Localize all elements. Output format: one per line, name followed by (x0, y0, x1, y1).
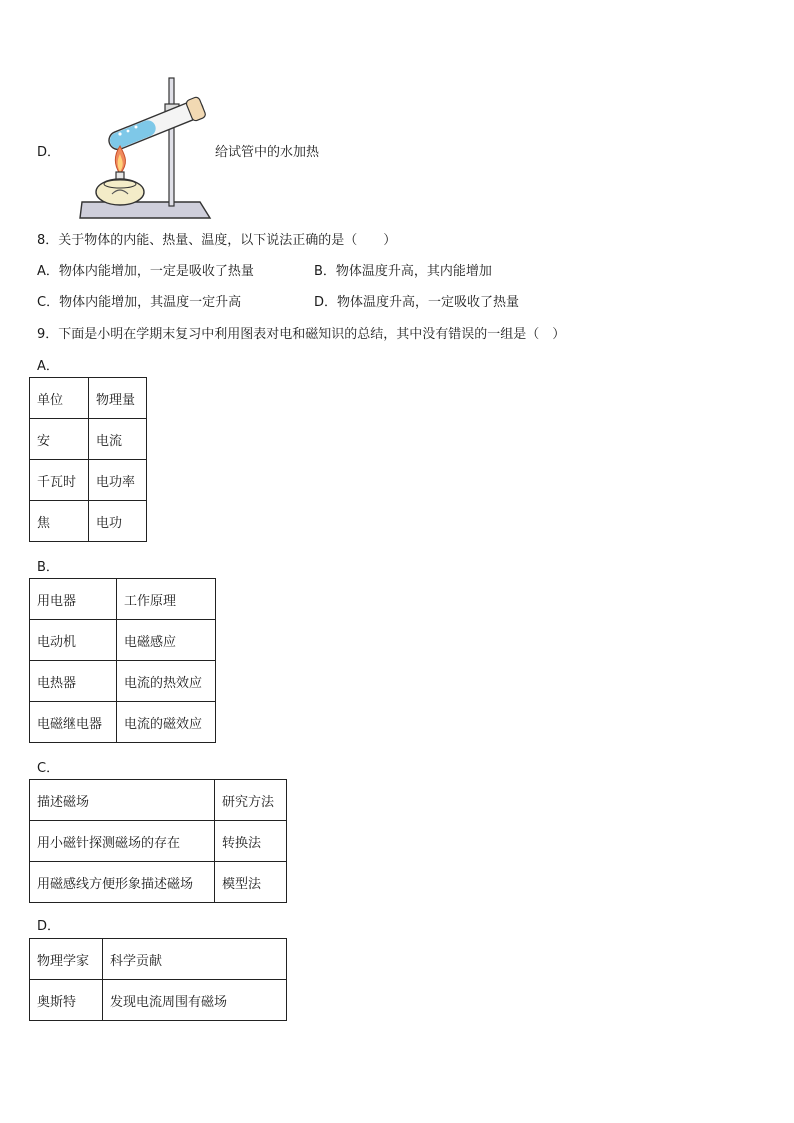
water (108, 118, 158, 151)
table-cell: 物理学家 (30, 939, 103, 980)
table-cell: 模型法 (215, 862, 287, 903)
table-row (30, 620, 216, 661)
table-row (30, 862, 287, 903)
table-row (30, 378, 147, 419)
table-row (30, 821, 287, 862)
table-cell: 工作原理 (117, 579, 216, 620)
table-cell: 焦 (30, 501, 89, 542)
q9-option-d-label: D． (37, 919, 61, 934)
table-cell: 电磁继电器 (30, 702, 117, 743)
table-cell: 电热器 (30, 661, 117, 702)
q9-stem: 9．下面是小明在学期末复习中利用图表对电和磁知识的总结，其中没有错误的一组是（ ） (37, 327, 566, 342)
table-cell: 用磁感线方便形象描述磁场 (30, 862, 215, 903)
q9-table-b (29, 578, 216, 743)
table-cell: 描述磁场 (30, 780, 215, 821)
q8-option-c: C．物体内能增加，其温度一定升高 (37, 295, 242, 310)
q8-stem: 8．关于物体的内能、热量、温度，以下说法正确的是（ ） (37, 233, 397, 248)
table-cell: 科学贡献 (103, 939, 287, 980)
table-row (30, 980, 287, 1021)
table-row (30, 661, 216, 702)
table-row (30, 702, 216, 743)
option-d-caption: 给试管中的水加热 (215, 145, 320, 160)
q9-option-a-label: A． (37, 359, 59, 374)
q9-option-c-label: C． (37, 761, 60, 776)
table-cell: 物理量 (89, 378, 147, 419)
q8-option-d: D．物体温度升高，一定吸收了热量 (314, 295, 520, 310)
q9-table-a (29, 377, 147, 542)
table-cell: 电功 (89, 501, 147, 542)
q9-table-d (29, 938, 287, 1021)
table-cell: 电流的磁效应 (117, 702, 216, 743)
table-cell: 发现电流周围有磁场 (103, 980, 287, 1021)
stand-base (80, 202, 210, 218)
table-row (30, 419, 147, 460)
table-cell: 奥斯特 (30, 980, 103, 1021)
table-row (30, 460, 147, 501)
table-cell: 用小磁针探测磁场的存在 (30, 821, 215, 862)
table-cell: 电功率 (89, 460, 147, 501)
alcohol-lamp (96, 179, 144, 205)
table-cell: 电磁感应 (117, 620, 216, 661)
option-d-label: D． (37, 145, 61, 160)
table-cell: 转换法 (215, 821, 287, 862)
q8-option-a: A．物体内能增加，一定是吸收了热量 (37, 264, 254, 279)
q8-option-b: B．物体温度升高，其内能增加 (314, 264, 492, 279)
table-cell: 安 (30, 419, 89, 460)
table-row (30, 780, 287, 821)
table-row (30, 501, 147, 542)
test-tube-heating-illustration (76, 76, 216, 222)
table-cell: 单位 (30, 378, 89, 419)
test-tube (106, 96, 207, 154)
table-cell: 电动机 (30, 620, 117, 661)
stand-rod (169, 78, 174, 206)
q9-table-c (29, 779, 287, 903)
table-cell: 用电器 (30, 579, 117, 620)
table-cell: 电流的热效应 (117, 661, 216, 702)
q9-option-b-label: B． (37, 560, 59, 575)
table-row (30, 579, 216, 620)
table-row (30, 939, 287, 980)
table-cell: 研究方法 (215, 780, 287, 821)
table-cell: 千瓦时 (30, 460, 89, 501)
table-cell: 电流 (89, 419, 147, 460)
